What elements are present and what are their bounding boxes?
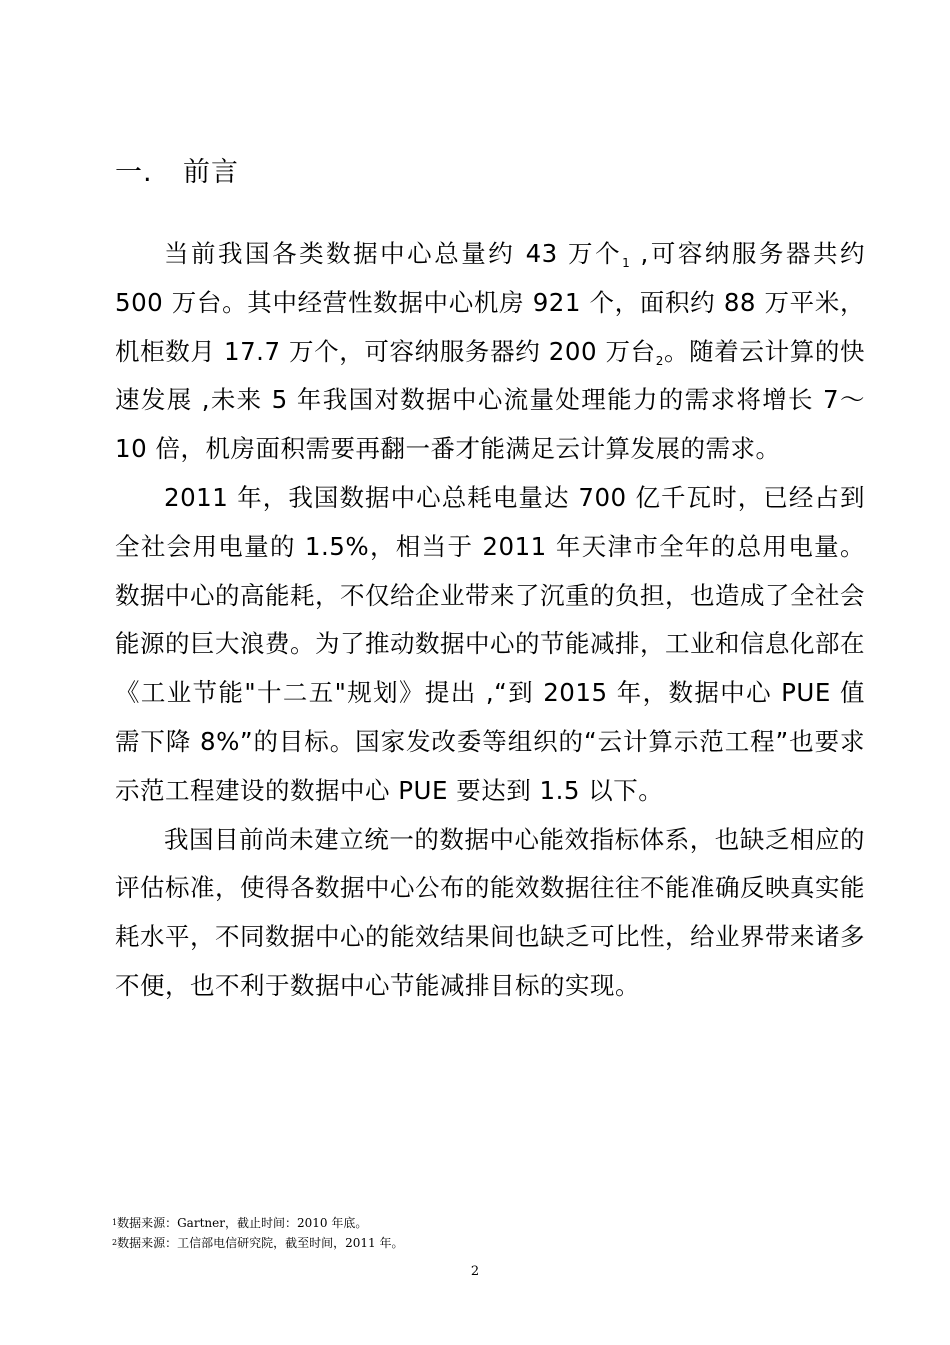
section-heading xyxy=(115,153,239,193)
paragraph-1 xyxy=(115,230,865,474)
footnote-2 xyxy=(112,1233,403,1253)
paragraph-1-part-c: 。随着云计算的快速发展 ,未来 5 年我国对数据中心流量处理能力的需求将增长 7～10 倍，机房面积需要再翻一番才能满足云计算发展的需求。 xyxy=(115,336,866,464)
page-number: 2 xyxy=(470,1264,480,1279)
paragraph-1-part-a: 当前我国各类数据中心总量约 43 万个 xyxy=(164,239,623,268)
footnote-ref-2[interactable]: 2 xyxy=(655,353,664,368)
paragraph-2: 2011 年，我国数据中心总耗电量达 700 亿千瓦时，已经占到全社会用电量的 1.5%，相当于 2011 年天津市全年的总用电量。数据中心的高能耗，不仅给企业带来了沉重的负担，也造成了全社会能源的巨大浪费。为了推动数据中心的节能减排，工业和信息化部在《工业节能"十二五"规划》提出 ,“到 2015 年，数据中心 PUE 值需下降 8%”的目标。国家发改委等组织的“云计算示范工程”也要求示范工程建设的数据中心 PUE 要达到 1.5 以下。 xyxy=(115,482,865,805)
paragraph-3: 我国目前尚未建立统一的数据中心能效指标体系，也缺乏相应的评估标准，使得各数据中心公布的能效数据往往不能准确反映真实能耗水平，不同数据中心的能效结果间也缺乏可比性，给业界带来诸多不便，也不利于数据中心节能减排目标的实现。 xyxy=(115,824,865,1000)
footnotes xyxy=(112,1213,403,1253)
footnote-ref-1[interactable]: 1 xyxy=(622,256,631,270)
footnote-mark: 2 xyxy=(112,1238,118,1247)
section-title: 前言 xyxy=(183,157,239,188)
footnote-mark: 1 xyxy=(112,1218,118,1227)
footnote-text: 数据来源：Gartner，截止时间：2010 年底。 xyxy=(117,1216,368,1230)
footnote-1 xyxy=(112,1213,403,1233)
footnote-text: 数据来源：工信部电信研究院，截至时间，2011 年。 xyxy=(117,1236,404,1250)
section-number: 一. xyxy=(115,157,153,188)
document-body xyxy=(115,230,865,1011)
paragraph-1-part-b: ,可容纳服务器共约 500 万台。其中经营性数据中心机房 921 个，面积约 88 万平米，机柜数月 17.7 万个，可容纳服务器约 200 万台 xyxy=(115,239,866,366)
